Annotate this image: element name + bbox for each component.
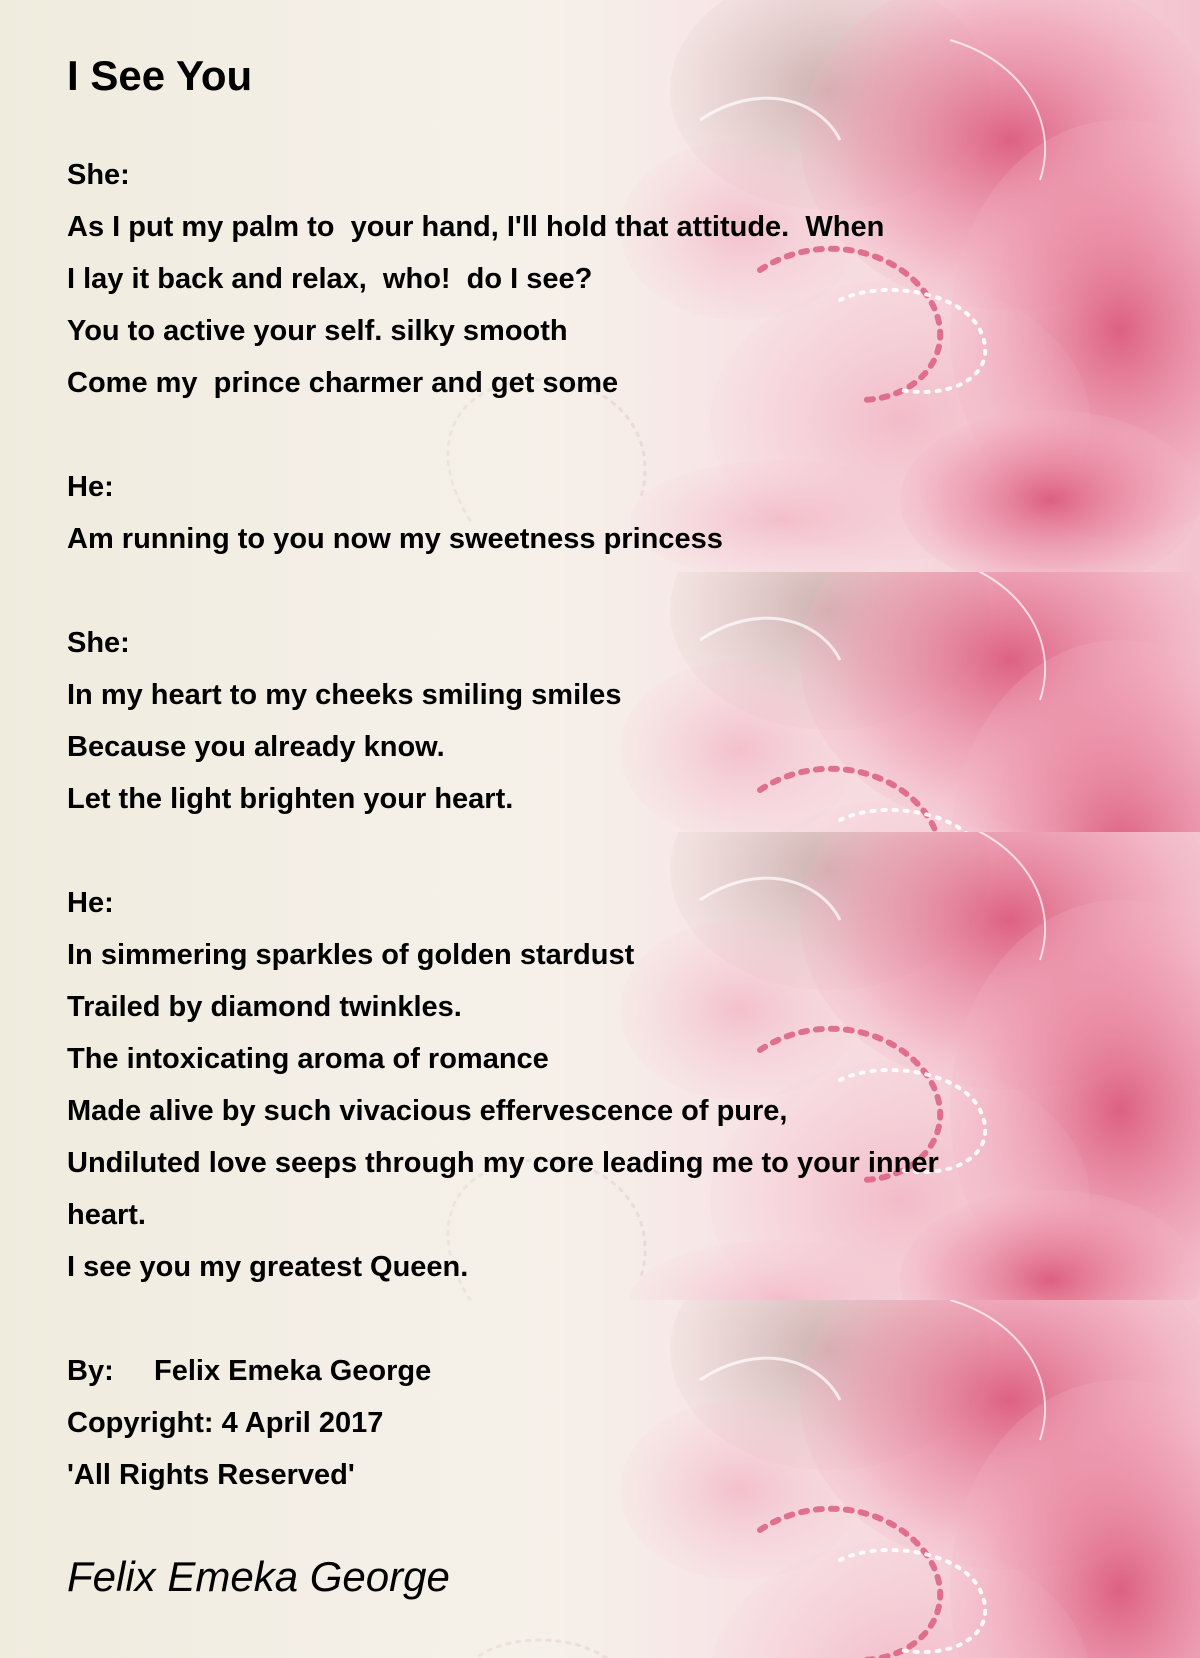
stanza-1 <box>67 149 1167 409</box>
author-byline: By: Felix Emeka George <box>67 1355 432 1387</box>
poem-card <box>67 50 1167 1603</box>
poem-line: Let the light brighten your heart. <box>67 783 514 815</box>
poem-line: She: <box>67 627 130 659</box>
poem-line: He: <box>67 471 114 503</box>
poem-line: In simmering sparkles of golden stardust <box>67 939 635 971</box>
poem-body <box>67 149 1167 1293</box>
poem-line: Come my prince charmer and get some <box>67 367 619 399</box>
copyright-notice: Copyright: 4 April 2017 <box>67 1407 384 1439</box>
poem-line: Undiluted love seeps through my core leading me to your inner <box>67 1147 939 1179</box>
poem-line: Made alive by such vivacious effervescence of pure, <box>67 1095 788 1127</box>
poem-line: He: <box>67 887 114 919</box>
poem-line: Trailed by diamond twinkles. <box>67 991 462 1023</box>
stanza-2 <box>67 461 1167 565</box>
poem-line: You to active your self. silky smooth <box>67 315 568 347</box>
poem-line: In my heart to my cheeks smiling smiles <box>67 679 622 711</box>
poem-line: The intoxicating aroma of romance <box>67 1043 549 1075</box>
stanza-4 <box>67 877 1167 1293</box>
poem-line: She: <box>67 159 130 191</box>
poem-line: I see you my greatest Queen. <box>67 1251 469 1283</box>
poem-title: I See You <box>67 52 253 99</box>
stanza-3 <box>67 617 1167 825</box>
poem-line: heart. <box>67 1199 146 1231</box>
poem-credits <box>67 1345 1167 1501</box>
poem-line: As I put my palm to your hand, I'll hold that attitude. When <box>67 211 885 243</box>
rights-notice: 'All Rights Reserved' <box>67 1459 355 1491</box>
poem-line: Because you already know. <box>67 731 445 763</box>
poem-line: I lay it back and relax, who! do I see? <box>67 263 593 295</box>
poem-line: Am running to you now my sweetness princess <box>67 523 723 555</box>
author-signature: Felix Emeka George <box>67 1553 450 1600</box>
